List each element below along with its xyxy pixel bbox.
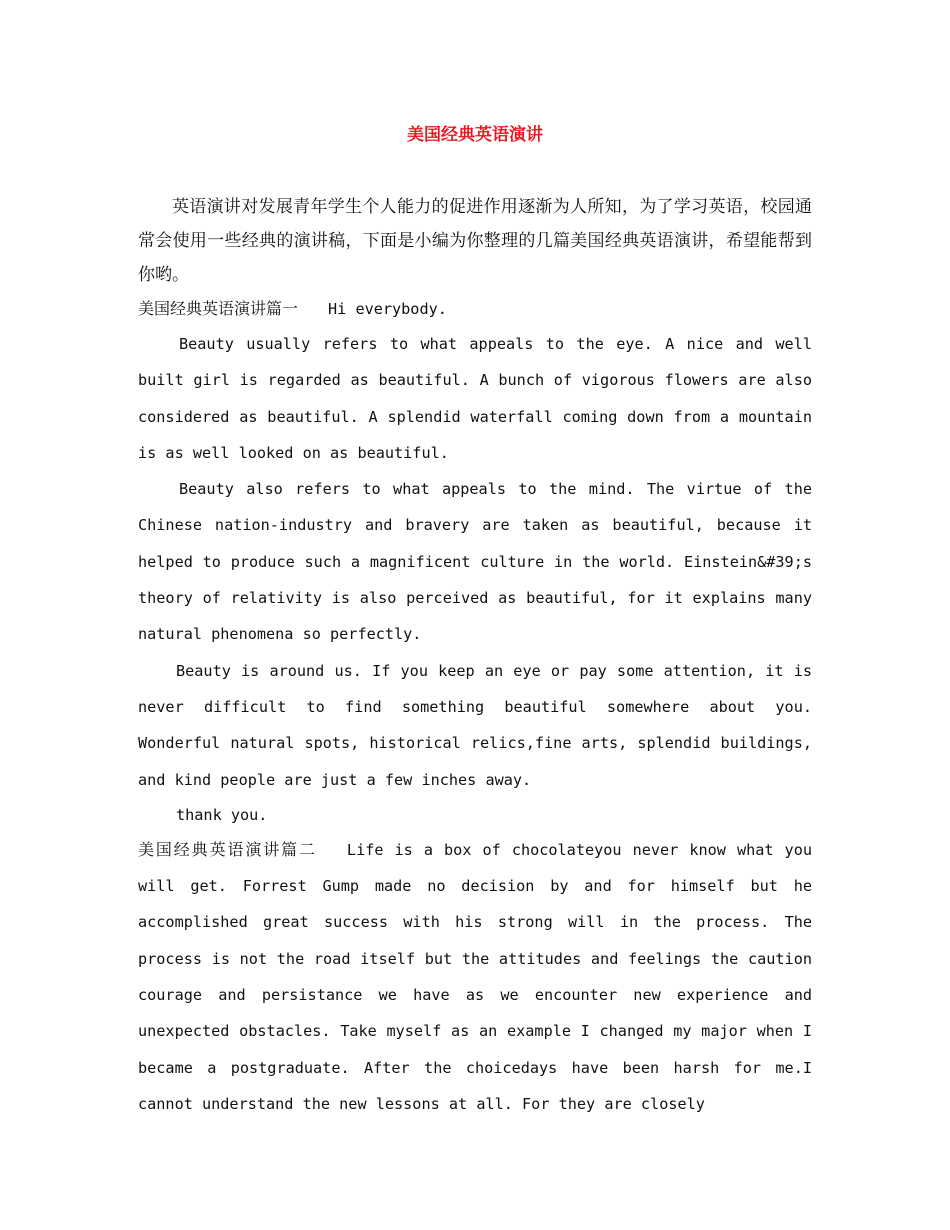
speech1-closing: thank you. — [176, 805, 268, 824]
speech1-opening: Hi everybody. — [328, 300, 447, 318]
speech2-text: Life is a box of chocolateyou never know what you will get. Forrest Gump made no decision by and for himself but he accomplished great success with his strong will in the process. The process is not the road itself but the attitudes and feelings the caution courage and persistance we have as we encounter new experience and unexpected obstacles. Take myself as an example I changed my major when I became a postgraduate. After the choicedays have been harsh for me.I cannot understand the new lessons at all. For they are closely — [138, 840, 812, 1113]
speech2-paragraph — [138, 832, 812, 1122]
speech1-heading: 美国经典英语演讲篇一 — [138, 299, 299, 318]
document-title: 美国经典英语演讲 — [407, 125, 543, 145]
intro-paragraph: 英语演讲对发展青年学生个人能力的促进作用逐渐为人所知，为了学习英语，校园通常会使用一些经典的演讲稿，下面是小编为你整理的几篇美国经典英语演讲，希望能帮到你哟。 — [138, 197, 812, 285]
speech2-heading: 美国经典英语演讲篇二 — [138, 839, 317, 859]
document-body — [138, 294, 812, 1122]
speech1-paragraph-2: Beauty also refers to what appeals to the mind. The virtue of the Chinese nation-industry and bravery are taken as beautiful, because it helped to produce such a magnificent culture in the world. Einstein&#39;s theory of relativity is also perceived as beautiful, for it explains many natural phenomena so perfectly. — [138, 480, 812, 644]
speech1-paragraph-3: Beauty is around us. If you keep an eye or pay some attention, it is never difficult to find something beautiful somewhere about you. Wonderful natural spots, historical relics,fine arts, splendid buildings, and kind people are just a few inches away. — [138, 661, 812, 789]
document-page — [138, 0, 812, 1230]
speech1-header — [138, 292, 812, 326]
speech1-paragraph-1: Beauty usually refers to what appeals to the eye. A nice and well built girl is regarded as beautiful. A bunch of vigorous flowers are also considered as beautiful. A splendid waterfall coming down from a mountain is as well looked on as beautiful. — [138, 335, 812, 462]
